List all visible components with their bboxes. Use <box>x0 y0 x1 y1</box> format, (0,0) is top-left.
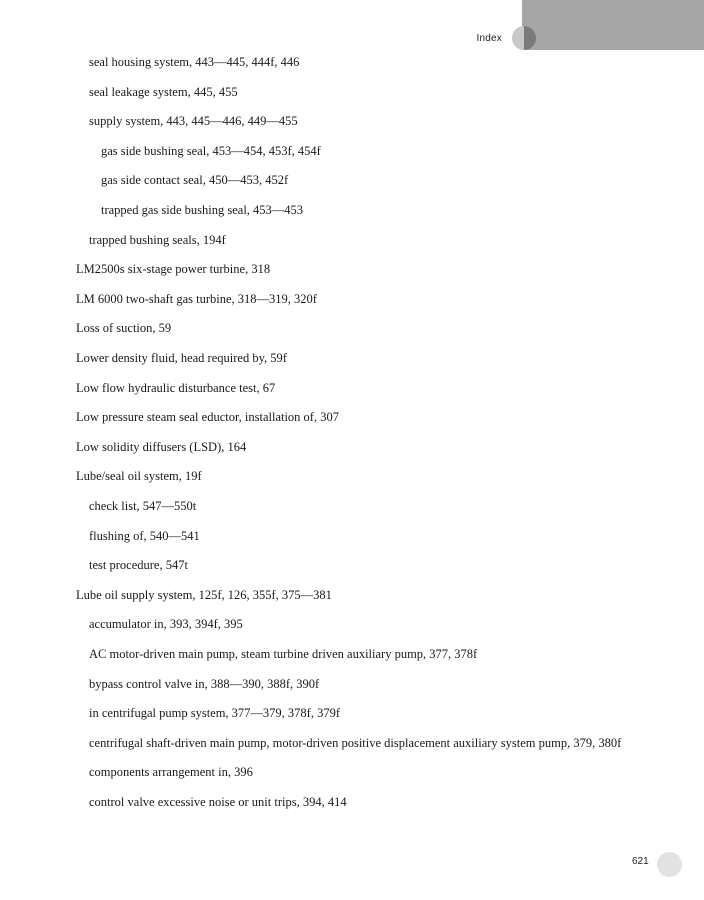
index-entry: gas side bushing seal, 453—454, 453f, 454f <box>101 143 321 158</box>
index-entry: seal leakage system, 445, 455 <box>89 84 238 99</box>
page-tab-marker <box>657 852 682 877</box>
index-entry: Lube oil supply system, 125f, 126, 355f, 375—381 <box>76 587 332 602</box>
index-entry: test procedure, 547t <box>89 558 188 573</box>
index-entry: Low pressure steam seal eductor, installation of, 307 <box>76 410 339 425</box>
page-number: 621 <box>632 856 649 867</box>
index-entry: trapped gas side bushing seal, 453—453 <box>101 203 304 217</box>
index-entry: accumulator in, 393, 394f, 395 <box>89 617 243 632</box>
index-entry: Loss of suction, 59 <box>76 321 172 336</box>
index-entry: trapped bushing seals, 194f <box>89 232 226 247</box>
index-entry: check list, 547—550t <box>89 499 197 513</box>
index-entry: gas side contact seal, 450—453, 452f <box>101 173 289 188</box>
index-entry: LM 6000 two-shaft gas turbine, 318—319, 320f <box>76 291 317 306</box>
index-entry: Low flow hydraulic disturbance test, 67 <box>76 380 276 395</box>
index-entry: flushing of, 540—541 <box>89 528 200 543</box>
index-entry: seal housing system, 443—445, 444f, 446 <box>89 55 300 69</box>
index-entry: Lower density fluid, head required by, 59f <box>76 351 287 365</box>
index-entry: in centrifugal pump system, 377—379, 378f, 379f <box>89 706 341 721</box>
running-header-title: Index <box>476 33 502 44</box>
section-tab-marker <box>512 26 536 50</box>
index-entry: centrifugal shaft-driven main pump, motor-driven positive displacement auxiliary system pump, 379, 380f <box>89 735 622 750</box>
index-entry: control valve excessive noise or unit trips, 394, 414 <box>89 795 347 809</box>
index-entry: AC motor-driven main pump, steam turbine driven auxiliary pump, 377, 378f <box>89 647 478 661</box>
index-entry: supply system, 443, 445—446, 449—455 <box>89 114 298 129</box>
index-entry: Low solidity diffusers (LSD), 164 <box>76 439 247 454</box>
index-entry: Lube/seal oil system, 19f <box>76 469 202 484</box>
header-band <box>522 0 704 50</box>
index-entry: LM2500s six-stage power turbine, 318 <box>76 262 271 277</box>
index-entry: components arrangement in, 396 <box>89 765 253 780</box>
index-entry: bypass control valve in, 388—390, 388f, 390f <box>89 676 320 691</box>
